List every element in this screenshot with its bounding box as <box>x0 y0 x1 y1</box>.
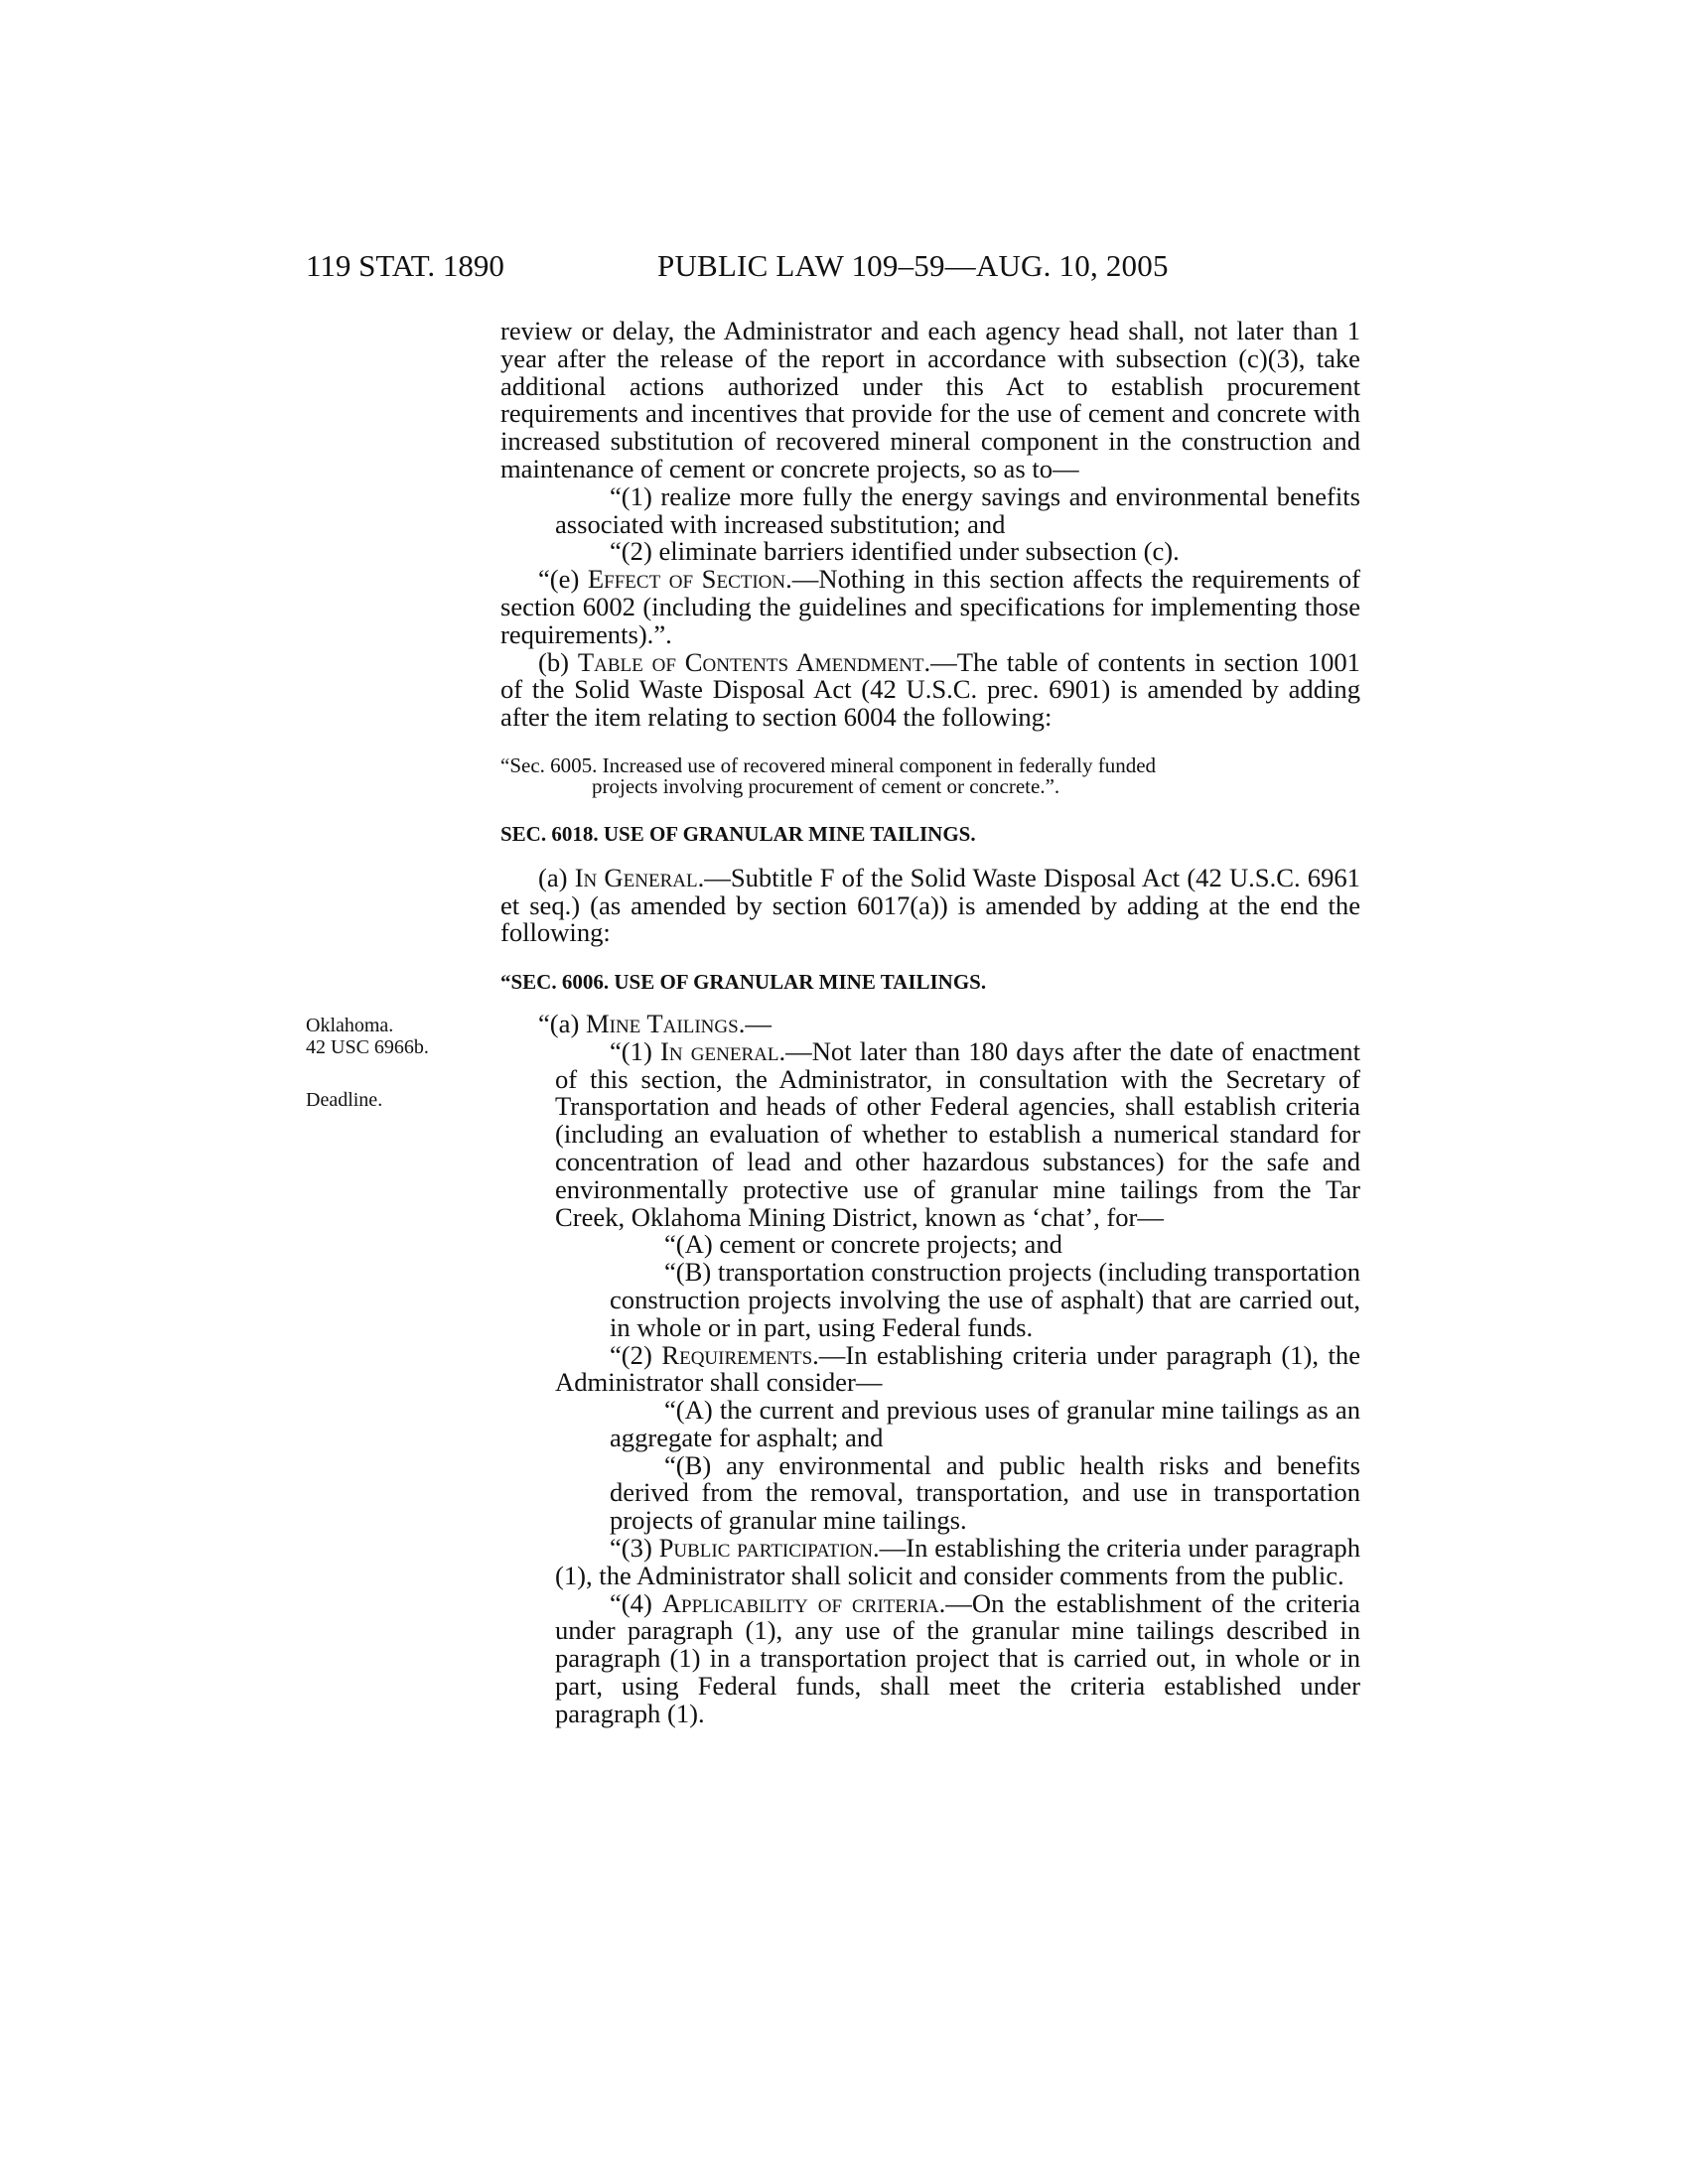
paragraph-4-applicability <box>500 1587 1360 1728</box>
subsection-e-number: “(e) <box>538 564 588 595</box>
subsection-e-text: .—Nothing in this section affects the requirements of section 6002 (including the guidelines and specifications for implementing those requirements).”. <box>500 564 1361 649</box>
public-law-title: PUBLIC LAW 109–59—AUG. 10, 2005 <box>657 248 1169 283</box>
subparagraph-1b: “(B) transportation construction projects (including transportation construction projects involving the use of asphalt) that are carried out, in whole or in part, using Federal funds. <box>610 1257 1360 1342</box>
subsection-b <box>500 646 1360 733</box>
paragraph-3-number: “(3) <box>610 1533 659 1564</box>
subsection-a-number: (a) <box>538 862 575 892</box>
subparagraph-2b: “(B) any environmental and public health risks and benefits derived from the removal, transportation, and use in transportation projects of granular mine tailings. <box>610 1449 1360 1536</box>
subparagraph-2a: “(A) the current and previous uses of granular mine tailings as an aggregate for asphalt; and <box>610 1395 1360 1452</box>
toc-line-2: projects involving procurement of cement or concrete.”. <box>592 773 1060 798</box>
paragraph-3-public-participation <box>500 1535 1360 1590</box>
paragraph-1-heading: In general <box>660 1035 779 1066</box>
paragraph-1-in-general <box>500 1035 1360 1232</box>
subsection-e <box>500 566 1360 648</box>
mine-tailings-number: “(a) <box>538 1008 586 1038</box>
subsection-a-heading: In General <box>574 862 698 892</box>
margin-note-usc: 42 USC 6966b. <box>306 1036 429 1058</box>
paragraph-4-heading: Applicability of criteria <box>661 1587 939 1618</box>
paragraph-2-text: .—In establishing criteria under paragraph (1), the Administrator shall consider— <box>555 1339 1360 1398</box>
mine-tailings-dash: .— <box>738 1008 772 1038</box>
paragraph-2-heading: Requirements <box>661 1339 813 1370</box>
clause-d2: “(2) eliminate barriers identified under subsection (c). <box>610 536 1180 567</box>
subsection-b-heading: Table of Contents Amendment <box>577 646 924 677</box>
paragraph-2-requirements <box>500 1339 1360 1398</box>
toc-line-1: “Sec. 6005. Increased use of recovered mineral component in federally funded <box>500 752 1157 777</box>
page-header <box>306 248 1358 288</box>
section-6006-heading: “SEC. 6006. USE OF GRANULAR MINE TAILINGS. <box>500 970 987 995</box>
subsection-b-number: (b) <box>538 646 578 677</box>
subparagraph-1a: “(A) cement or concrete projects; and <box>664 1229 1062 1260</box>
paragraph-continuation: review or delay, the Administrator and each agency head shall, not later than 1 year after the release of the report in accordance with subsection (c)(3), take additional actions authorized under this Act to establish procurement requirements and incentives that provide for the use of cement and concrete with increased substitution of recovered mineral component in the construction and maintenance of cement or concrete projects, so as to— <box>500 316 1360 483</box>
margin-note-state: Oklahoma. <box>306 1015 394 1036</box>
paragraph-4-number: “(4) <box>610 1587 662 1618</box>
table-of-contents-entry <box>500 752 1360 798</box>
paragraph-2-number: “(2) <box>610 1339 662 1370</box>
subsection-mine-tailings <box>500 1008 1360 1038</box>
paragraph-1-number: “(1) <box>610 1035 661 1066</box>
section-6018-heading: SEC. 6018. USE OF GRANULAR MINE TAILINGS. <box>500 821 976 846</box>
paragraph-4-text: .—On the establishment of the criteria under paragraph (1), any use of the granular mine tailings described in paragraph (1) in a transportation project that is carried out, in whole or in part, using Federal funds, shall meet the criteria established under paragraph (1). <box>555 1587 1360 1728</box>
subsection-b-text: .—The table of contents in section 1001 of the Solid Waste Disposal Act (42 U.S.C. prec. 6901) is amended by adding after the item relating to section 6004 the following: <box>500 646 1360 733</box>
document-body <box>500 318 1360 1728</box>
subsection-e-heading: Effect of Section <box>587 564 786 595</box>
paragraph-3-heading: Public participation <box>658 1533 874 1564</box>
margin-note-deadline: Deadline. <box>306 1089 383 1111</box>
paragraph-3-text: .—In establishing the criteria under paragraph (1), the Administrator shall solicit and consider comments from the public. <box>555 1533 1361 1590</box>
mine-tailings-heading: Mine Tailings <box>585 1008 739 1038</box>
statute-page-number: 119 STAT. 1890 <box>306 248 504 283</box>
subsection-a <box>500 862 1360 948</box>
subsection-a-text: .—Subtitle F of the Solid Waste Disposal Act (42 U.S.C. 6961 et seq.) (as amended by section 6017(a)) is amended by adding at the end the following: <box>500 862 1360 948</box>
paragraph-1-text: .—Not later than 180 days after the date of enactment of this section, the Administrator, in consultation with the Secretary of Transportation and heads of other Federal agencies, shall establish criteria (including an evaluation of whether to establish a numerical standard for concentration of lead and other hazardous substances) for the safe and environmentally protective use of granular mine tailings from the Tar Creek, Oklahoma Mining District, known as ‘chat’, for— <box>555 1035 1360 1232</box>
clause-d1: “(1) realize more fully the energy savings and environmental benefits associated with increased substitution; and <box>555 480 1360 539</box>
